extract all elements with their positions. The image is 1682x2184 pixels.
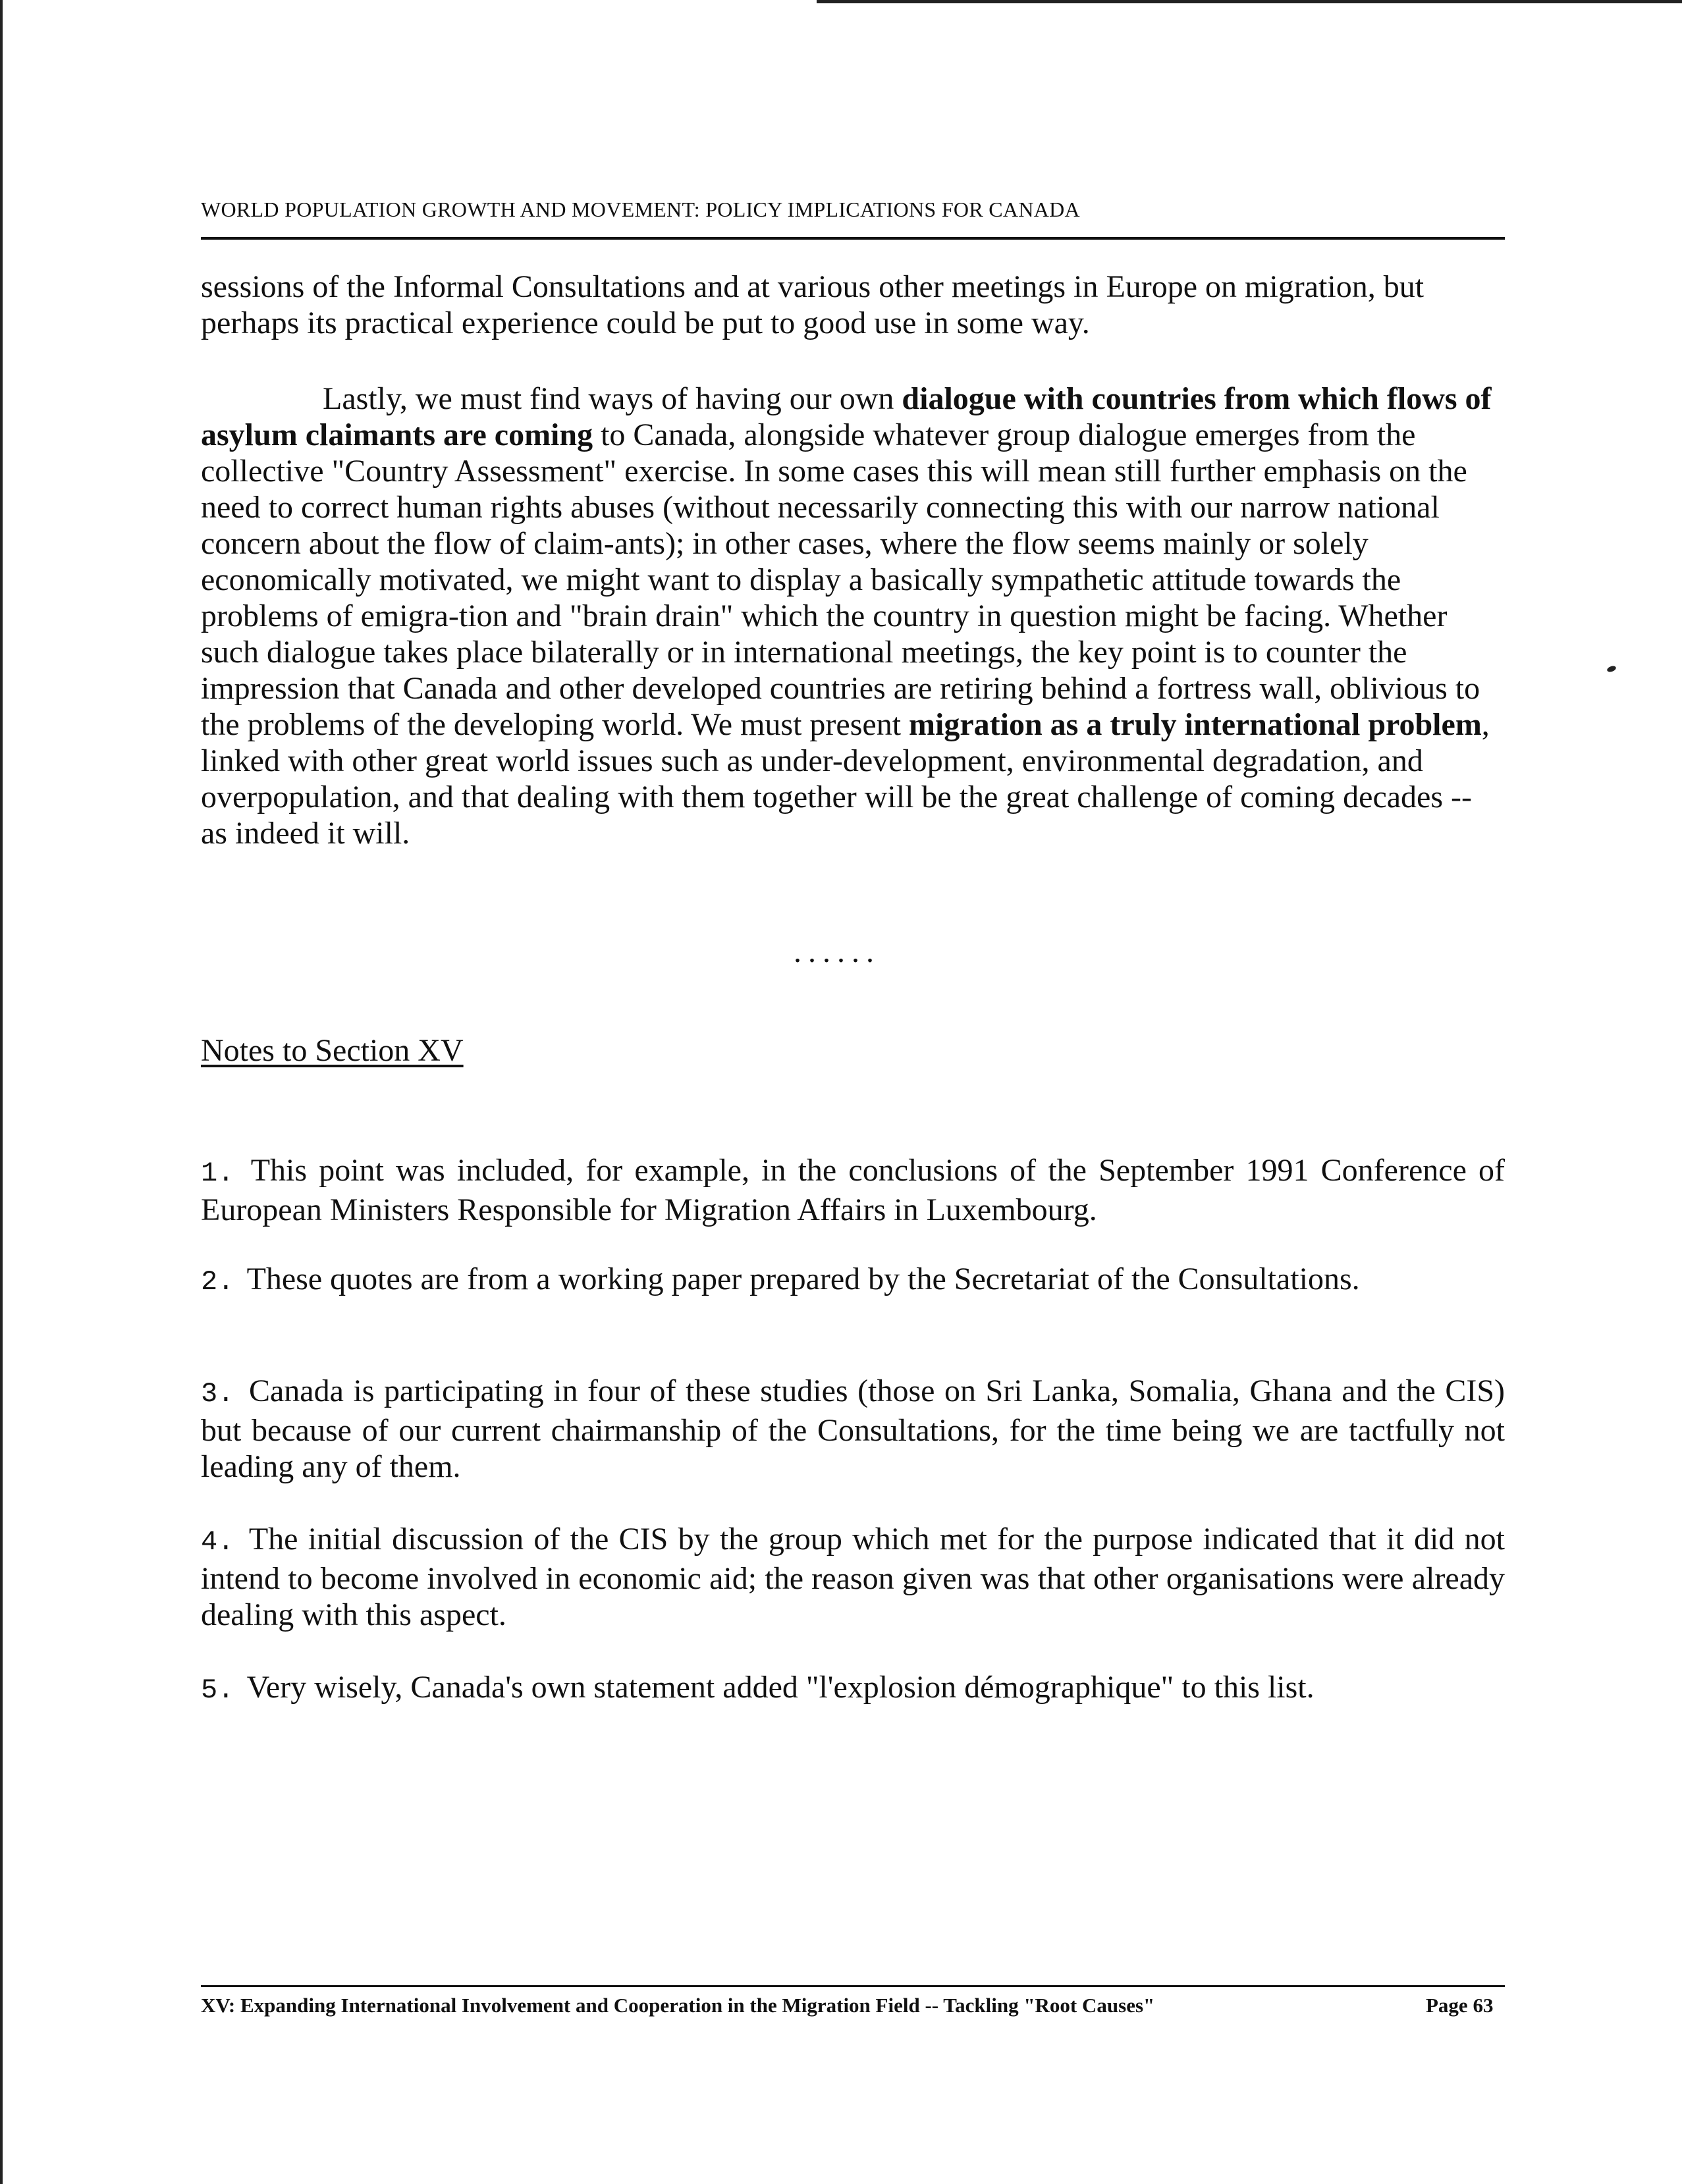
- section-separator: ......: [794, 934, 881, 969]
- footer-rule: [201, 1985, 1505, 1987]
- note-text: Very wisely, Canada's own statement added "l'explosion démographique" to this list.: [246, 1670, 1315, 1705]
- page-number: Page 63: [1426, 1994, 1494, 2017]
- note-number: 1.: [201, 1158, 234, 1189]
- paragraph-continuation: [201, 269, 1505, 341]
- text-run: to Canada, alongside whatever group dialogue emerges from the collective "Country Assessment" exercise. In some cases this will mean still further emphasis on the need to correct human rights abuses (without necessarily connecting this with our narrow national concern about the flow of claim-ants); in other cases, where the flow seems mainly or solely economically motivated, we might want to display a basically sympathetic attitude towards the problems of emigra-tion and "brain drain" which the country in question might be facing. Whether such dialogue takes place bilaterally or in international meetings, the key point is to counter the impression that Canada and other developed countries are retiring behind a fortress wall, oblivious to the problems of the developing world. We must present: [201, 417, 1480, 742]
- bold-phrase-dialogue: dialogue with countries from which flows of asylum claimants are coming: [201, 381, 1492, 452]
- scan-border-left: [0, 0, 3, 2184]
- scan-border-top: [817, 0, 1682, 3]
- note-text: Canada is participating in four of these studies (those on Sri Lanka, Somalia, Ghana and the CIS) but because of our current chairmanship of the Consultations, for the time being we are tactfully not leading any of them.: [201, 1373, 1506, 1484]
- paragraph-text: [201, 381, 1505, 851]
- notes-heading: Notes to Section XV: [201, 1033, 464, 1068]
- header-rule: [201, 237, 1505, 240]
- note-item: [201, 1373, 1505, 1485]
- note-text: The initial discussion of the CIS by the group which met for the purpose indicated that it did not intend to become involved in economic aid; the reason given was that other organisations were already dealing with this aspect.: [201, 1522, 1505, 1632]
- footer-section-title: XV: Expanding International Involvement and Cooperation in the Migration Field -- Tackling "Root Causes": [201, 1994, 1155, 2017]
- paragraph-lastly: [201, 381, 1505, 851]
- note-number: 4.: [201, 1526, 234, 1558]
- note-text: This point was included, for example, in the conclusions of the September 1991 Conference of European Ministers Responsible for Migration Affairs in Luxembourg.: [201, 1153, 1506, 1227]
- note-number: 3.: [201, 1378, 234, 1410]
- bold-phrase-migration: migration as a truly international problem: [909, 707, 1482, 742]
- running-header: WORLD POPULATION GROWTH AND MOVEMENT: POLICY IMPLICATIONS FOR CANADA: [201, 198, 1080, 221]
- note-text: These quotes are from a working paper prepared by the Secretariat of the Consultations.: [246, 1262, 1360, 1296]
- note-number: 5.: [201, 1674, 234, 1706]
- paragraph-text: sessions of the Informal Consultations and at various other meetings in Europe on migration, but perhaps its practical experience could be put to good use in some way.: [201, 269, 1424, 340]
- text-run: , linked with other great world issues such as under-development, environmental degradation, and overpopulation, and that dealing with them together will be the great challenge of coming decades -- as indeed it will.: [201, 707, 1490, 851]
- note-item: [201, 1261, 1505, 1300]
- note-item: [201, 1669, 1505, 1709]
- text-run: Lastly, we must find ways of having our own: [323, 381, 902, 416]
- note-item: [201, 1521, 1505, 1633]
- note-number: 2.: [201, 1266, 234, 1298]
- scan-speck: [1606, 665, 1617, 673]
- note-item: [201, 1152, 1505, 1228]
